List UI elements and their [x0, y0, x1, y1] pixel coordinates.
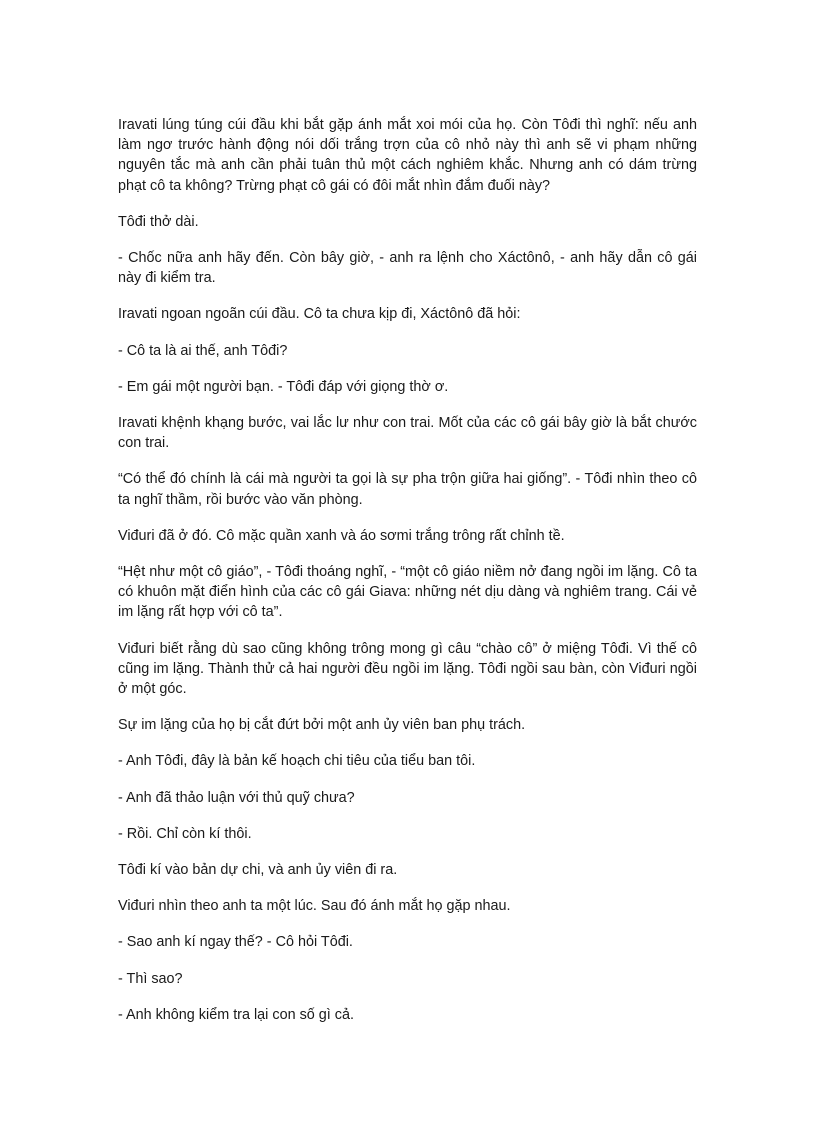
document-body	[118, 115, 697, 1041]
paragraph: Tôđi thở dài.	[118, 213, 199, 230]
paragraph: - Em gái một người bạn. - Tôđi đáp với giọng thờ ơ.	[118, 378, 449, 395]
paragraph: “Có thể đó chính là cái mà người ta gọi là sự pha trộn giữa hai giống”. - Tôđi nhìn theo cô ta nghĩ thầm, rồi bước vào văn phòng.	[118, 471, 697, 508]
paragraph: Iravati khệnh khạng bước, vai lắc lư như con trai. Mốt của các cô gái bây giờ là bắt chước con trai.	[118, 415, 697, 452]
paragraph: Tôđi kí vào bản dự chi, và anh ủy viên đi ra.	[118, 862, 398, 879]
paragraph: - Thì sao?	[118, 970, 183, 987]
paragraph: Iravati lúng túng cúi đầu khi bắt gặp ánh mắt xoi mói của họ. Còn Tôđi thì nghĩ: nếu anh làm ngơ trước hành động nói dối trắng trợn của cô nhỏ này thì anh sẽ vi phạm những nguyên tắc mà anh cần phải tuân thủ một cách nghiêm khắc. Nhưng anh có dám trừng phạt cô ta không? Trừng phạt cô gái có đôi mắt nhìn đắm đuối này?	[118, 117, 697, 194]
paragraph: - Anh Tôđi, đây là bản kế hoạch chi tiêu của tiểu ban tôi.	[118, 753, 476, 770]
paragraph: Sự im lặng của họ bị cắt đứt bởi một anh ủy viên ban phụ trách.	[118, 717, 526, 734]
paragraph: “Hệt như một cô giáo”, - Tôđi thoáng nghĩ, - “một cô giáo niềm nở đang ngồi im lặng. Cô ta có khuôn mặt điển hình của các cô gái Giava: những nét dịu dàng và nghiêm trang. Cái vẻ im lặng rất hợp với cô ta”.	[118, 564, 697, 621]
paragraph: - Cô ta là ai thế, anh Tôđi?	[118, 342, 288, 359]
paragraph: - Anh không kiểm tra lại con số gì cả.	[118, 1006, 354, 1023]
paragraph: Viđuri biết rằng dù sao cũng không trông mong gì câu “chào cô” ở miệng Tôđi. Vì thế cô cũng im lặng. Thành thử cả hai người đều ngồi im lặng. Tôđi ngồi sau bàn, còn Viđuri ngồi ở một góc.	[118, 640, 697, 698]
paragraph: - Anh đã thảo luận với thủ quỹ chưa?	[118, 789, 355, 806]
paragraph: Viđuri nhìn theo anh ta một lúc. Sau đó ánh mắt họ gặp nhau.	[118, 898, 511, 915]
paragraph: - Chốc nữa anh hãy đến. Còn bây giờ, - anh ra lệnh cho Xáctônô, - anh hãy dẫn cô gái này đi kiểm tra.	[118, 250, 697, 287]
paragraph: - Sao anh kí ngay thế? - Cô hỏi Tôđi.	[118, 934, 353, 951]
paragraph: - Rồi. Chỉ còn kí thôi.	[118, 825, 252, 842]
paragraph: Viđuri đã ở đó. Cô mặc quần xanh và áo sơmi trắng trông rất chỉnh tề.	[118, 527, 565, 544]
paragraph: Iravati ngoan ngoãn cúi đầu. Cô ta chưa kịp đi, Xáctônô đã hỏi:	[118, 306, 521, 323]
